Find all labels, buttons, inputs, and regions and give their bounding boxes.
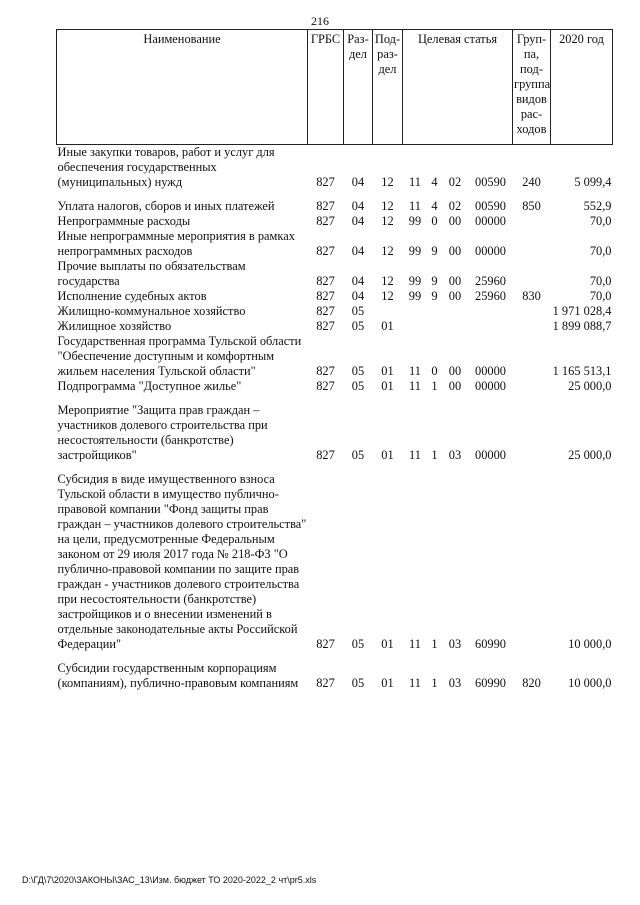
- cell-t4: 25960: [475, 274, 506, 288]
- cell-vr: [513, 379, 551, 394]
- cell-amount: 10 000,0: [568, 637, 612, 651]
- cell-t1: 11: [409, 448, 421, 462]
- cell-grbs: 827: [316, 289, 335, 303]
- cell-name: Уплата налогов, сборов и иных платежей: [57, 199, 275, 213]
- cell-t3: [442, 304, 469, 319]
- cell-name: Иные непрограммные мероприятия в рамках непрограммных расходов: [57, 229, 295, 258]
- cell-t4: 25960: [475, 289, 506, 303]
- table-row: [57, 199, 613, 214]
- table-row: [57, 661, 613, 691]
- cell-rz: 04: [351, 289, 365, 303]
- cell-grbs: 827: [316, 175, 335, 189]
- cell-amount: 1 971 028,4: [552, 304, 612, 318]
- header-razdel: Раз-дел: [344, 30, 373, 145]
- cell-rz: 05: [351, 364, 365, 378]
- spacer-cell: [57, 190, 613, 199]
- table-row: [57, 334, 613, 379]
- cell-t3: 00: [448, 364, 462, 378]
- table-row: [57, 472, 613, 652]
- cell-t4: 00000: [475, 214, 506, 228]
- cell-t1: 99: [408, 274, 422, 288]
- cell-t1: 11: [409, 379, 421, 393]
- cell-t2: 0: [431, 364, 438, 378]
- cell-grbs: 827: [316, 637, 335, 651]
- cell-t2: 4: [431, 175, 438, 189]
- cell-name: Иные закупки товаров, работ и услуг для обеспечения государственных (муниципальных) нужд: [57, 145, 275, 189]
- cell-amount: 1 899 088,7: [552, 319, 612, 333]
- cell-pr: 01: [381, 448, 394, 462]
- budget-table: [56, 29, 613, 691]
- table-row: [57, 319, 613, 334]
- cell-name: Непрограммные расходы: [57, 214, 191, 228]
- table-row: [57, 289, 613, 304]
- cell-t2: 9: [431, 244, 438, 258]
- cell-vr: [513, 259, 551, 289]
- cell-pr: 01: [381, 637, 394, 651]
- cell-name: Государственная программа Тульской области "Обеспечение доступным и комфортным жильем населения Тульской области": [57, 334, 302, 378]
- cell-pr: 12: [381, 289, 394, 303]
- cell-t4: 60990: [475, 637, 506, 651]
- cell-pr: 01: [381, 379, 394, 393]
- cell-pr: 12: [381, 214, 394, 228]
- cell-name: Подпрограмма "Доступное жилье": [57, 379, 242, 393]
- cell-pr: 01: [381, 676, 394, 690]
- cell-t4: 00000: [475, 364, 506, 378]
- cell-t3: 02: [448, 199, 462, 213]
- cell-grbs: 827: [316, 448, 335, 462]
- cell-t4: 00000: [475, 448, 506, 462]
- cell-t4: 00590: [475, 175, 506, 189]
- cell-rz: 05: [351, 319, 365, 333]
- cell-t1: 99: [408, 244, 422, 258]
- cell-grbs: 827: [316, 379, 335, 393]
- cell-t4: 00000: [475, 379, 506, 393]
- cell-name: Субсидии государственным корпорациям (компаниям), публично-правовым компаниям: [57, 661, 299, 690]
- cell-t3: 00: [448, 244, 462, 258]
- cell-t1: 11: [409, 175, 421, 189]
- cell-rz: 05: [351, 676, 365, 690]
- header-group: Груп-па, под-группа видов рас-ходов: [513, 30, 551, 145]
- cell-grbs: 827: [316, 676, 335, 690]
- cell-t4: [469, 319, 513, 334]
- cell-pr: 01: [381, 319, 394, 333]
- row-spacer: [57, 463, 613, 472]
- cell-rz: 04: [351, 175, 365, 189]
- cell-vr: [513, 403, 551, 463]
- cell-t1: 11: [409, 364, 421, 378]
- header-year: 2020 год: [551, 30, 613, 145]
- table-row: [57, 403, 613, 463]
- cell-vr: [513, 229, 551, 259]
- cell-rz: 04: [351, 199, 365, 213]
- cell-t2: 9: [431, 289, 438, 303]
- cell-amount: 70,0: [589, 244, 612, 258]
- cell-vr: [513, 304, 551, 319]
- cell-amount: 70,0: [589, 289, 612, 303]
- cell-rz: 05: [351, 379, 365, 393]
- cell-t4: [469, 304, 513, 319]
- cell-rz: 04: [351, 244, 365, 258]
- cell-t2: 1: [431, 448, 438, 462]
- cell-t3: 03: [448, 448, 462, 462]
- cell-amount: 25 000,0: [568, 448, 612, 462]
- cell-t3: 02: [448, 175, 462, 189]
- cell-vr: 850: [522, 199, 541, 213]
- cell-amount: 70,0: [589, 274, 612, 288]
- cell-grbs: 827: [316, 199, 335, 213]
- cell-vr: 240: [522, 175, 541, 189]
- page-number: 216: [311, 14, 329, 28]
- cell-t3: 00: [448, 379, 462, 393]
- table-row: [57, 259, 613, 289]
- table-row: [57, 379, 613, 394]
- cell-pr: 12: [381, 244, 394, 258]
- cell-amount: 1 165 513,1: [552, 364, 612, 378]
- cell-t2: 1: [431, 676, 438, 690]
- cell-t2: [428, 304, 442, 319]
- cell-amount: 552,9: [583, 199, 612, 213]
- cell-pr: 01: [381, 364, 394, 378]
- cell-name: Мероприятие "Защита прав граждан – участников долевого строительства при несостоятельности (банкротстве) застройщиков": [57, 403, 268, 462]
- cell-amount: 70,0: [589, 214, 612, 228]
- table-row: [57, 304, 613, 319]
- cell-t1: 11: [409, 199, 421, 213]
- cell-t1: 99: [408, 214, 422, 228]
- cell-amount: 5 099,4: [574, 175, 612, 189]
- row-spacer: [57, 190, 613, 199]
- cell-name: Прочие выплаты по обязательствам государства: [57, 259, 246, 288]
- file-path-footer: D:\ГД\7\2020\ЗАКОНЫ\ЗАС_13\Изм. бюджет ТО 2020-2022_2 чт\pr5.xls: [22, 875, 317, 885]
- header-grbs: ГРБС: [308, 30, 344, 145]
- cell-name: Исполнение судебных актов: [57, 289, 207, 303]
- cell-grbs: 827: [316, 244, 335, 258]
- spacer-cell: [57, 652, 613, 661]
- cell-vr: [513, 334, 551, 379]
- cell-t2: 0: [431, 214, 438, 228]
- table-row: [57, 145, 613, 191]
- table-row: [57, 229, 613, 259]
- cell-t1: 11: [409, 676, 421, 690]
- cell-grbs: 827: [316, 214, 335, 228]
- cell-name: Субсидия в виде имущественного взноса Тульской области в имущество публично-правовой компании "Фонд защиты прав граждан – участников долевого строительства" на цели, предусмотренные Федеральным законом от 29 июля 2017 года № 218-ФЗ "О публично-правовой компании по защите прав граждан - участников долевого строительства при несостоятельности (банкротстве) застройщиков и о внесении изменений в отдельные законодательные акты Российской Федерации": [57, 472, 307, 651]
- cell-amount: 10 000,0: [568, 676, 612, 690]
- cell-t2: [428, 319, 442, 334]
- cell-t3: 00: [448, 289, 462, 303]
- cell-grbs: 827: [316, 304, 335, 318]
- cell-pr: 12: [381, 199, 394, 213]
- row-spacer: [57, 652, 613, 661]
- cell-t2: 1: [431, 379, 438, 393]
- cell-rz: 05: [351, 637, 365, 651]
- cell-t3: 00: [448, 214, 462, 228]
- cell-rz: 05: [351, 448, 365, 462]
- cell-pr: 12: [381, 274, 394, 288]
- cell-t1: 99: [408, 289, 422, 303]
- cell-amount: 25 000,0: [568, 379, 612, 393]
- table-row: [57, 214, 613, 229]
- cell-rz: 04: [351, 274, 365, 288]
- cell-t1: 11: [409, 637, 421, 651]
- cell-t2: 1: [431, 637, 438, 651]
- cell-t3: 03: [448, 637, 462, 651]
- table-body: [57, 145, 613, 692]
- cell-rz: 04: [351, 214, 365, 228]
- cell-vr: [513, 319, 551, 334]
- header-name: Наименование: [57, 30, 308, 145]
- cell-name: Жилищно-коммунальное хозяйство: [57, 304, 246, 318]
- cell-t1: [403, 304, 428, 319]
- cell-vr: [513, 214, 551, 229]
- cell-t2: 4: [431, 199, 438, 213]
- cell-vr: [513, 472, 551, 652]
- cell-t1: [403, 319, 428, 334]
- header-podrazdel: Под-раз-дел: [373, 30, 403, 145]
- cell-pr: [373, 304, 403, 319]
- row-spacer: [57, 394, 613, 403]
- cell-t4: 00000: [475, 244, 506, 258]
- cell-t3: 00: [448, 274, 462, 288]
- cell-t3: [442, 319, 469, 334]
- cell-grbs: 827: [316, 274, 335, 288]
- cell-vr: 830: [522, 289, 541, 303]
- cell-t2: 9: [431, 274, 438, 288]
- cell-vr: 820: [522, 676, 541, 690]
- spacer-cell: [57, 394, 613, 403]
- cell-t3: 03: [448, 676, 462, 690]
- cell-pr: 12: [381, 175, 394, 189]
- cell-name: Жилищное хозяйство: [57, 319, 172, 333]
- spacer-cell: [57, 463, 613, 472]
- cell-t4: 00590: [475, 199, 506, 213]
- header-target: Целевая статья: [403, 30, 513, 145]
- table-header-row: [57, 30, 613, 145]
- cell-grbs: 827: [316, 364, 335, 378]
- cell-grbs: 827: [316, 319, 335, 333]
- cell-rz: 05: [351, 304, 365, 318]
- cell-t4: 60990: [475, 676, 506, 690]
